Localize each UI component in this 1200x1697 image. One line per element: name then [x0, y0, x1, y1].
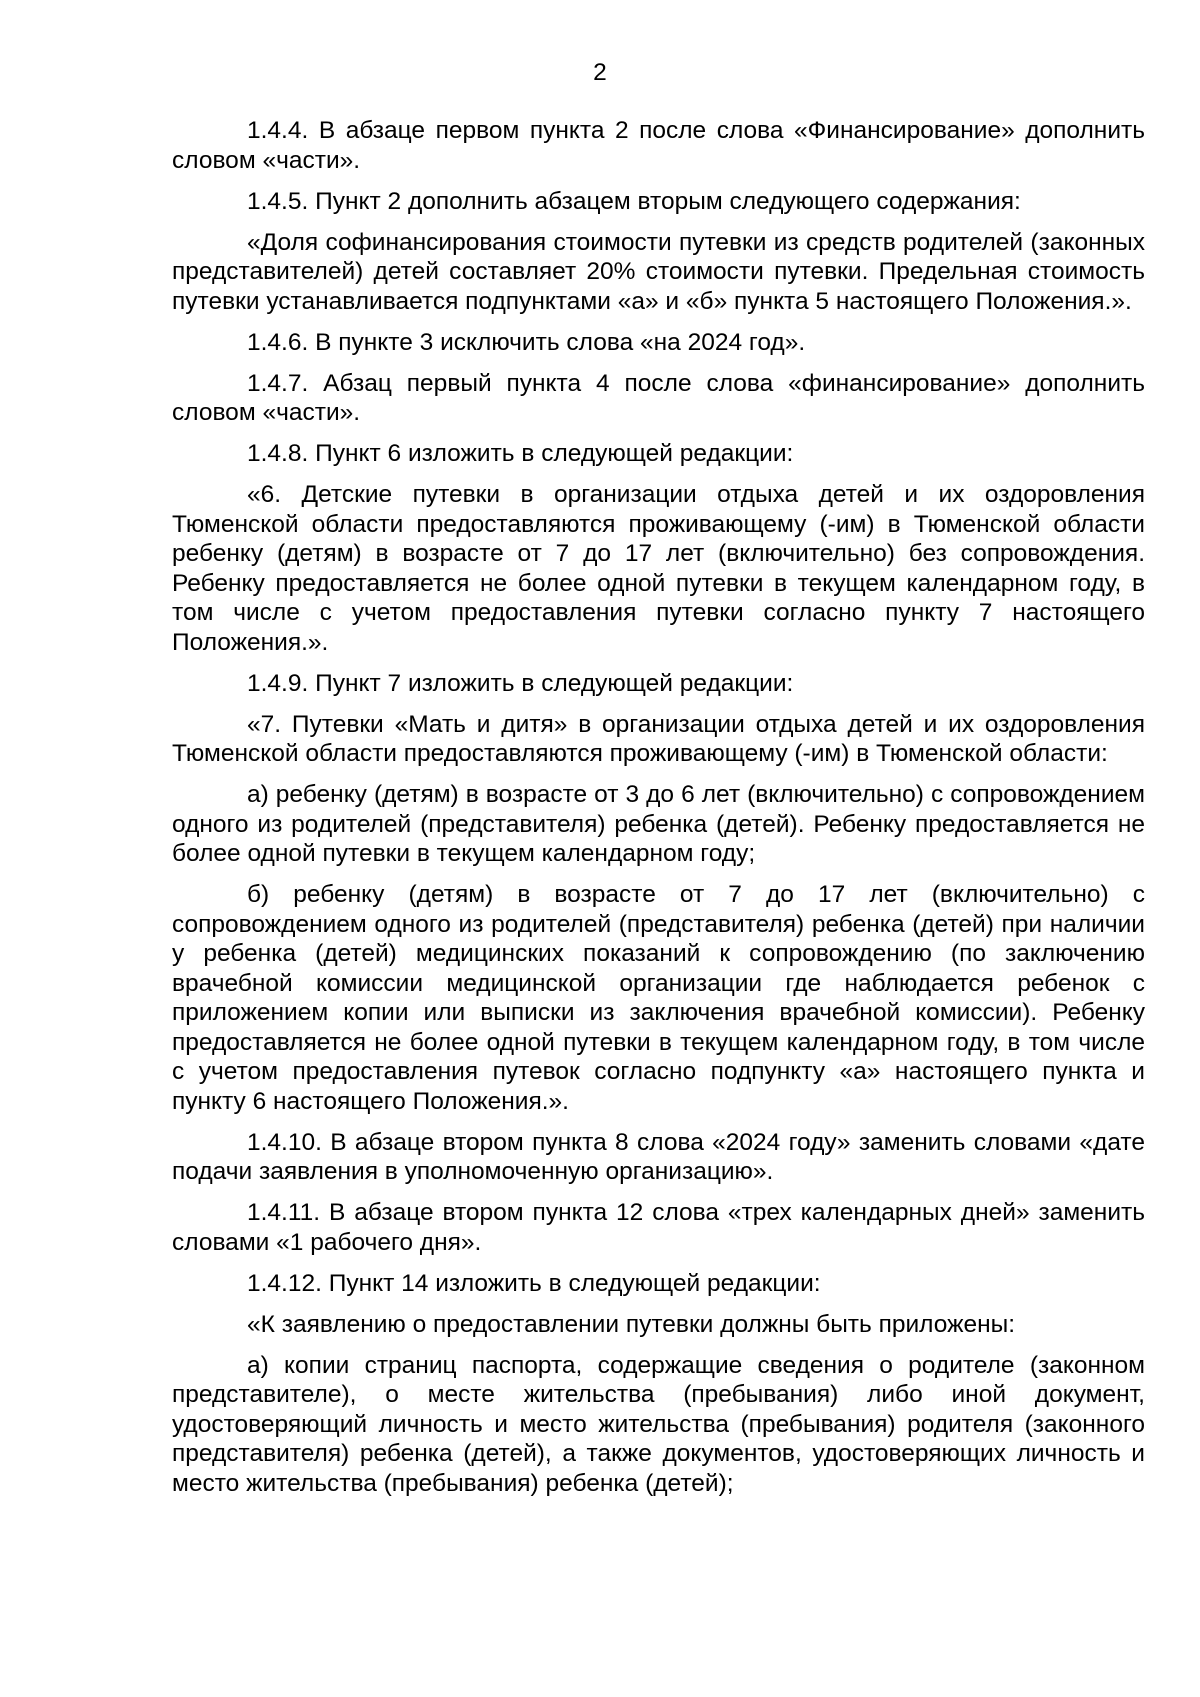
page-number: 2: [593, 59, 607, 86]
paragraph-point-14-a: а) копии страниц паспорта, содержащие сведения о родителе (законном представителе), о месте жительства (пребывания) либо иной документ, удостоверяющий личность и место жительства (пребывания) родителя (законного представителя) ребенка (детей), а также документов, удостоверяющих личность и место жительства (пребывания) ребенка (детей);: [172, 1351, 1145, 1497]
paragraph-cofinancing-share: «Доля софинансирования стоимости путевки из средств родителей (законных представителей) детей составляет 20% стоимости путевки. Предельная стоимость путевки устанавливается подпунктами «а» и «б» пункта 5 настоящего Положения.».: [172, 228, 1145, 315]
document-body: [172, 116, 1145, 1510]
paragraph-point-7-b: б) ребенку (детям) в возрасте от 7 до 17 лет (включительно) с сопровождением одного из родителей (представителя) ребенка (детей) при наличии у ребенка (детей) медицинских показаний к сопровождению (по заключению врачебной комиссии медицинской организации где наблюдается ребенок с приложением копии или выписки из заключения врачебной комиссии). Ребенку предоставляется не более одной путевки в текущем календарном году, в том числе с учетом предоставления путевок согласно подпункту «а» настоящего пункта и пункту 6 настоящего Положения.».: [172, 881, 1145, 1115]
paragraph-1-4-7: 1.4.7. Абзац первый пункта 4 после слова «финансирование» дополнить словом «части».: [172, 369, 1145, 426]
paragraph-1-4-9: 1.4.9. Пункт 7 изложить в следующей редакции:: [247, 669, 794, 697]
paragraph-point-14: «К заявлению о предоставлении путевки должны быть приложены:: [247, 1310, 1016, 1338]
paragraph-point-7: «7. Путевки «Мать и дитя» в организации отдыха детей и их оздоровления Тюменской области предоставляются проживающему (-им) в Тюменской области:: [172, 710, 1145, 767]
paragraph-1-4-6: 1.4.6. В пункте 3 исключить слова «на 2024 год».: [247, 328, 806, 356]
paragraph-1-4-11: 1.4.11. В абзаце втором пункта 12 слова «трех календарных дней» заменить словами «1 рабочего дня».: [172, 1199, 1145, 1256]
paragraph-1-4-8: 1.4.8. Пункт 6 изложить в следующей редакции:: [247, 440, 794, 467]
paragraph-1-4-4: 1.4.4. В абзаце первом пункта 2 после слова «Финансирование» дополнить словом «части».: [172, 117, 1145, 174]
paragraph-point-6: «6. Детские путевки в организации отдыха детей и их оздоровления Тюменской области предоставляются проживающему (-им) в Тюменской области ребенку (детям) в возрасте от 7 до 17 лет (включительно) без сопровождения. Ребенку предоставляется не более одной путевки в текущем календарном году, в том числе с учетом предоставления путевки согласно пункту 7 настоящего Положения.».: [172, 481, 1145, 656]
paragraph-point-7-a: а) ребенку (детям) в возрасте от 3 до 6 лет (включительно) с сопровождением одного из родителей (представителя) ребенка (детей). Ребенку предоставляется не более одной путевки в текущем календарном году;: [172, 781, 1145, 867]
paragraph-1-4-12: 1.4.12. Пункт 14 изложить в следующей редакции:: [247, 1269, 821, 1297]
paragraph-1-4-5: 1.4.5. Пункт 2 дополнить абзацем вторым следующего содержания:: [247, 187, 1021, 215]
paragraph-1-4-10: 1.4.10. В абзаце втором пункта 8 слова «2024 году» заменить словами «дате подачи заявления в уполномоченную организацию».: [172, 1128, 1145, 1185]
